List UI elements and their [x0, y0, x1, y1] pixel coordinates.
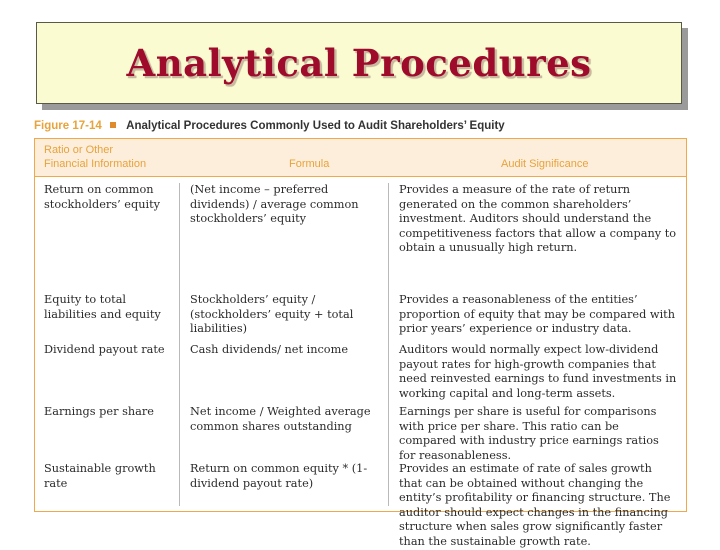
cell-ratio: Return on common stockholders’ equity — [44, 183, 161, 211]
figure-caption-text: Analytical Procedures Commonly Used to Audit Shareholders’ Equity — [126, 120, 505, 132]
column-divider-1 — [179, 183, 180, 506]
column-header-ratio — [44, 144, 146, 171]
cell-audit-significance: Provides an estimate of rate of sales growth that can be obtained without changing the entity’s profitability or financing structure. The auditor should expect changes in the financing structure when sales grow significantly faster than the sustainable growth rate. — [399, 462, 671, 548]
cell-formula: Stockholders’ equity / (stockholders’ equity + total liabilities) — [190, 293, 354, 336]
page-title: Analytical Procedures — [126, 41, 592, 85]
column-header-ratio-line2: Financial Information — [44, 157, 147, 170]
square-bullet-icon — [110, 122, 116, 128]
column-header-audit-significance: Audit Significance — [501, 157, 589, 170]
figure-number: Figure 17-14 — [34, 120, 102, 132]
column-header-formula: Formula — [289, 157, 330, 170]
figure-caption — [34, 120, 505, 132]
column-divider-2 — [388, 183, 389, 506]
cell-audit-significance: Auditors would normally expect low-dividend payout rates for high-growth companies that need reinvested earnings to fund investments in working capital and long-term assets. — [399, 343, 677, 400]
slide-title-banner — [36, 22, 682, 104]
table-body — [35, 177, 686, 548]
cell-formula: Return on common equity * (1- dividend payout rate) — [190, 462, 368, 490]
table-header-row — [35, 139, 686, 177]
cell-audit-significance: Provides a measure of the rate of return generated on the common shareholders’ investment. Auditors should understand the competitiveness factors that allow a company to obtain a unusually high return. — [399, 183, 677, 255]
cell-formula: Cash dividends/ net income — [190, 343, 349, 356]
cell-ratio: Equity to total liabilities and equity — [44, 293, 161, 321]
cell-formula: (Net income – preferred dividends) / average common stockholders’ equity — [190, 183, 359, 226]
cell-formula: Net income / Weighted average common shares outstanding — [190, 405, 371, 433]
cell-ratio: Earnings per share — [44, 405, 154, 418]
cell-ratio: Sustainable growth rate — [44, 462, 156, 490]
analytical-procedures-table — [34, 138, 687, 548]
cell-audit-significance: Earnings per share is useful for comparisons with price per share. This ratio can be compared with industry price earnings ratios for reasonableness. — [399, 405, 659, 462]
cell-ratio: Dividend payout rate — [44, 343, 165, 356]
cell-audit-significance: Provides a reasonableness of the entities’ proportion of equity that may be compared with prior years’ experience or industry data. — [399, 293, 676, 336]
column-header-ratio-line1: Ratio or Other — [44, 144, 114, 156]
